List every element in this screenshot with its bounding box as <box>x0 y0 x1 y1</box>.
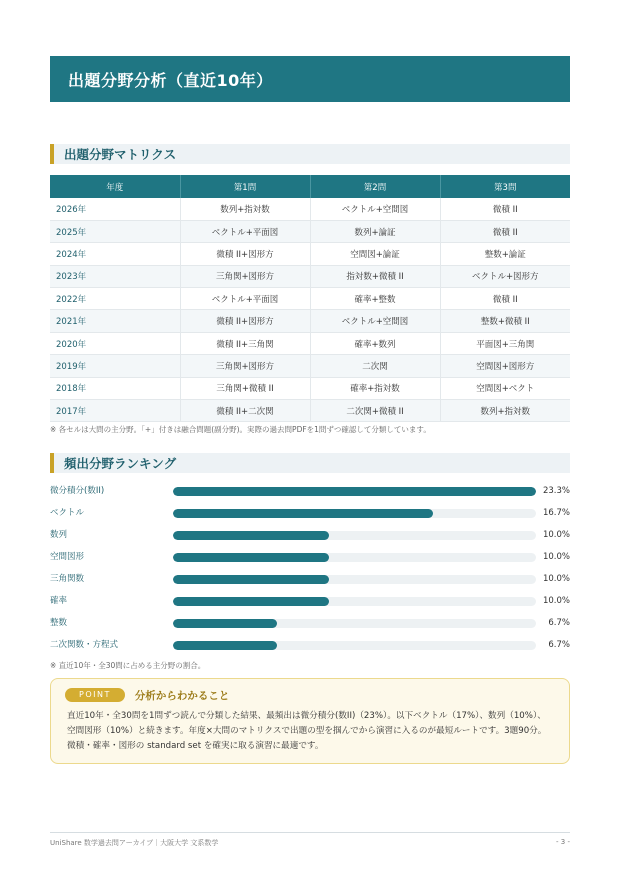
ranking-value: 10.0% <box>542 596 570 606</box>
ranking-bar <box>173 597 329 606</box>
column-header: 第2問 <box>310 175 440 198</box>
ranking-label: 微分積分(数II) <box>50 486 105 496</box>
ranking-row <box>50 484 570 498</box>
field-cell: 数列+論証 <box>310 220 440 242</box>
table-row <box>50 198 570 220</box>
field-cell: 微積 II <box>440 198 570 220</box>
column-header: 第3問 <box>440 175 570 198</box>
ranking-note: ※ 直近10年・全30問に占める主分野の割合。 <box>50 661 206 670</box>
column-header: 年度 <box>50 175 180 198</box>
year-cell: 2019年 <box>50 355 180 377</box>
field-cell: ベクトル+平面図 <box>180 220 310 242</box>
year-cell: 2017年 <box>50 400 180 422</box>
ranking-row <box>50 594 570 608</box>
field-cell: ベクトル+空間図 <box>310 198 440 220</box>
field-cell: 平面図+三角関 <box>440 332 570 354</box>
ranking-label: 二次関数・方程式 <box>50 640 119 650</box>
ranking-bar <box>173 487 536 496</box>
ranking-bar-track <box>173 553 536 562</box>
field-cell: 二次関 <box>310 355 440 377</box>
page-title: 出題分野分析（直近10年） <box>50 56 570 102</box>
ranking-row <box>50 528 570 542</box>
field-cell: 空間図+論証 <box>310 243 440 265</box>
ranking-row <box>50 550 570 564</box>
year-cell: 2022年 <box>50 288 180 310</box>
year-cell: 2026年 <box>50 198 180 220</box>
ranking-bar-track <box>173 641 536 650</box>
point-title: 分析からわかること <box>134 689 230 702</box>
field-cell: 確率+数列 <box>310 332 440 354</box>
ranking-bar-track <box>173 575 536 584</box>
field-cell: 三角関+図形方 <box>180 355 310 377</box>
field-cell: ベクトル+平面図 <box>180 288 310 310</box>
ranking-bar <box>173 553 329 562</box>
table-row <box>50 220 570 242</box>
field-cell: 確率+指対数 <box>310 377 440 399</box>
field-cell: 数列+指対数 <box>180 198 310 220</box>
ranking-value: 6.7% <box>548 618 570 628</box>
point-box <box>50 678 570 764</box>
field-cell: 三角関+図形方 <box>180 265 310 287</box>
matrix-note: ※ 各セルは大問の主分野。「+」付きは融合問題(副分野)。実際の過去問PDFを1問ずつ確認して分類しています。 <box>50 425 431 434</box>
year-cell: 2021年 <box>50 310 180 332</box>
matrix-section-heading: 出題分野マトリクス <box>50 144 570 164</box>
ranking-bar <box>173 575 329 584</box>
ranking-row <box>50 506 570 520</box>
field-cell: 微積 II <box>440 220 570 242</box>
column-header: 第1問 <box>180 175 310 198</box>
year-cell: 2023年 <box>50 265 180 287</box>
field-cell: 微積 II+三角関 <box>180 332 310 354</box>
field-cell: 数列+指対数 <box>440 400 570 422</box>
ranking-value: 16.7% <box>542 508 570 518</box>
ranking-value: 10.0% <box>542 552 570 562</box>
field-cell: 三角関+微積 II <box>180 377 310 399</box>
ranking-row <box>50 572 570 586</box>
field-cell: ベクトル+図形方 <box>440 265 570 287</box>
field-cell: 微積 II+図形方 <box>180 310 310 332</box>
field-cell: 微積 II <box>440 288 570 310</box>
year-cell: 2018年 <box>50 377 180 399</box>
ranking-bar-track <box>173 531 536 540</box>
ranking-value: 6.7% <box>548 640 570 650</box>
table-row <box>50 332 570 354</box>
field-cell: 二次関+微積 II <box>310 400 440 422</box>
field-cell: ベクトル+空間図 <box>310 310 440 332</box>
ranking-bar-track <box>173 487 536 496</box>
table-row <box>50 400 570 422</box>
ranking-section-heading: 頻出分野ランキング <box>50 453 570 473</box>
year-cell: 2020年 <box>50 332 180 354</box>
table-row <box>50 265 570 287</box>
year-cell: 2025年 <box>50 220 180 242</box>
ranking-bar <box>173 509 433 518</box>
field-cell: 整数+論証 <box>440 243 570 265</box>
table-row <box>50 288 570 310</box>
ranking-value: 10.0% <box>542 530 570 540</box>
ranking-bar-track <box>173 597 536 606</box>
ranking-label: 空間図形 <box>50 552 85 562</box>
field-cell: 微積 II+図形方 <box>180 243 310 265</box>
ranking-bar-track <box>173 509 536 518</box>
ranking-bar <box>173 641 277 650</box>
field-matrix-table <box>50 175 570 422</box>
field-cell: 空間図+図形方 <box>440 355 570 377</box>
ranking-bar <box>173 619 277 628</box>
table-header-row <box>50 175 570 198</box>
footer-divider <box>50 832 570 833</box>
ranking-row <box>50 638 570 652</box>
ranking-label: 三角関数 <box>50 574 85 584</box>
ranking-value: 10.0% <box>542 574 570 584</box>
point-badge: POINT <box>65 688 125 702</box>
ranking-label: 整数 <box>50 618 68 628</box>
ranking-label: 数列 <box>50 530 68 540</box>
field-cell: 空間図+ベクト <box>440 377 570 399</box>
field-cell: 確率+整数 <box>310 288 440 310</box>
field-cell: 指対数+微積 II <box>310 265 440 287</box>
footer-source: UniShare 数学過去問アーカイブ｜大阪大学 文系数学 <box>50 839 219 847</box>
ranking-bar-track <box>173 619 536 628</box>
ranking-bar <box>173 531 329 540</box>
table-row <box>50 355 570 377</box>
table-row <box>50 243 570 265</box>
field-cell: 整数+微積 II <box>440 310 570 332</box>
point-body: 直近10年・全30問を1問ずつ読んで分類した結果、最頻出は微分積分(数II)（23%）。以下ベクトル（17%）、数列（10%）、空間図形（10%）と続きます。年度×大問のマトリクスで出題の型を掴んでから演習に入るのが最短ルートです。3題90分。微積・確率・図形の standard set を確実に取る演習に最適です。 <box>67 711 547 751</box>
ranking-label: 確率 <box>50 596 68 606</box>
ranking-value: 23.3% <box>542 486 570 496</box>
year-cell: 2024年 <box>50 243 180 265</box>
table-row <box>50 310 570 332</box>
table-row <box>50 377 570 399</box>
ranking-label: ベクトル <box>50 508 85 518</box>
page-number: - 3 - <box>556 838 570 846</box>
ranking-row <box>50 616 570 630</box>
field-cell: 微積 II+二次関 <box>180 400 310 422</box>
